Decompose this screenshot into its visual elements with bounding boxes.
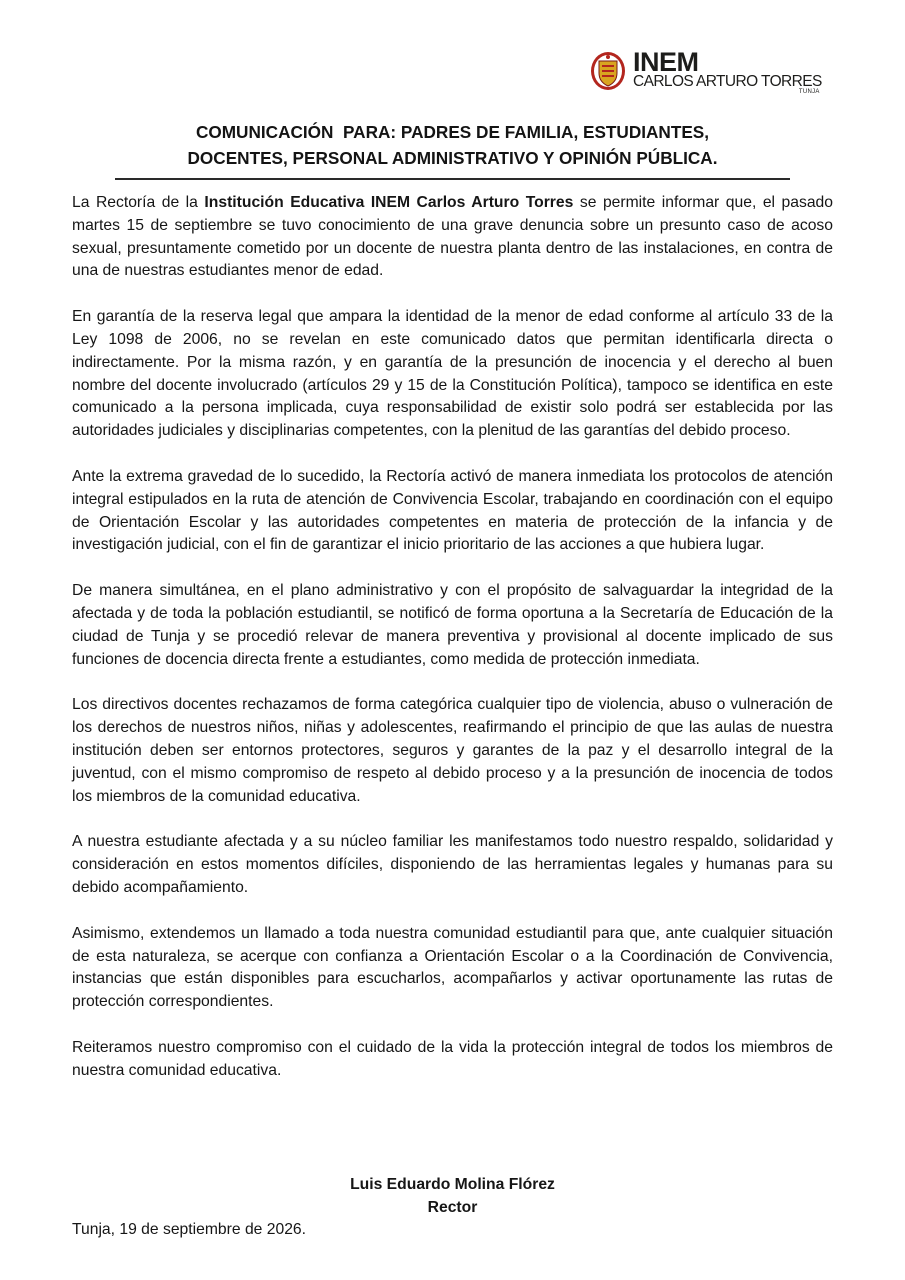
signer-role: Rector — [427, 1199, 478, 1216]
paragraph-4: De manera simultánea, en el plano administrativo y con el propósito de salvaguardar la integridad de la afectada y de toda la población estudiantil, se notificó de forma oportuna a la Secretaría de Educación de la ciudad de Tunja y se procedió relevar de manera preventiva y provisional al docente implicado de sus funciones de docencia directa frente a estudiantes, como medida de protección inmediata. — [72, 582, 838, 668]
document-title — [60, 119, 845, 171]
institution-logo — [590, 47, 840, 96]
paragraph-3: Ante la extrema gravedad de lo sucedido, la Rectoría activó de manera inmediata los protocolos de atención integral estipulados en la ruta de atención de Convivencia Escolar, trabajando en coordinación con el equipo de Orientación Escolar y las autoridades competentes en materia de protección de la infancia y de investigación judicial, con el fin de garantizar el inicio prioritario de las acciones a que hubiera lugar. — [72, 467, 838, 554]
title-line-1: COMUNICACIÓN PARA: PADRES DE FAMILIA, ESTUDIANTES, — [195, 122, 710, 142]
paragraph-6: A nuestra estudiante afectada y a su núcleo familiar les manifestamos todo nuestro respaldo, solidaridad y consideración en estos momentos difíciles, disponiendo de las herramientas legales y humanas para su debido acompañamiento. — [72, 833, 838, 896]
paragraph-5: Los directivos docentes rechazamos de forma categórica cualquier tipo de violencia, abuso o vulneración de los derechos de nuestros niños, niñas y adolescentes, reafirmando el principio de que las aulas de nuestra institución deben ser entornos protectores, seguros y garantes de la paz y el desarrollo integral de la juventud, con el mismo compromiso de respeto al debido proceso y a la presunción de inocencia de todos los miembros de la comunidad educativa. — [72, 696, 838, 805]
paragraph-8: Reiteramos nuestro compromiso con el cuidado de la vida la protección integral de todos los miembros de nuestra comunidad educativa. — [72, 1038, 838, 1079]
title-divider — [115, 178, 790, 180]
paragraph-1-intro: La Rectoría de la — [72, 194, 205, 211]
title-line-2: DOCENTES, PERSONAL ADMINISTRATIVO Y OPINIÓN PÚBLICA. — [187, 148, 718, 168]
place-and-date: Tunja, 19 de septiembre de 2026. — [72, 1221, 307, 1238]
paragraph-1 — [72, 192, 842, 283]
logo-city: TUNJA — [798, 89, 820, 95]
paragraph-2: En garantía de la reserva legal que ampara la identidad de la menor de edad conforme al artículo 33 de la Ley 1098 de 2006, no se revelan en este comunicado datos que permitan identificarla directa o indirectamente. Por la misma razón, y en garantía de la presunción de inocencia y el derecho al buen nombre del docente involucrado (artículos 29 y 15 de la Constitución Política), tampoco se identifica en este comunicado a la persona implicada, cuya responsabilidad de existir solo podrá ser establecida por las autoridades judiciales y disciplinarias competentes, con la plenitud de las garantías del debido proceso. — [72, 308, 838, 440]
paragraph-7: Asimismo, extendemos un llamado a toda nuestra comunidad estudiantil para que, ante cualquier situación de esta naturaleza, se acerque con confianza a Orientación Escolar o a la Coordinación de Convivencia, instancias que están disponibles para escucharlos, acompañarlos y activar oportunamente las rutas de protección correspondientes. — [72, 924, 838, 1011]
school-crest-icon — [590, 51, 626, 91]
signer-name: Luis Eduardo Molina Flórez — [350, 1176, 555, 1193]
institution-name-bold: Institución Educativa INEM Carlos Arturo Torres — [204, 194, 574, 211]
logo-inem-text: INEM — [633, 47, 699, 77]
paragraph-1-rest: se permite informar que, el pasado martes 15 de septiembre se tuvo conocimiento de una grave denuncia sobre un presunto caso de acoso sexual, presuntamente cometido por un docente de nuestra planta dentro de las instalaciones, en contra de una de nuestras estudiantes menor de edad. — [72, 194, 842, 280]
document-body — [72, 192, 842, 1106]
logo-institution-name: CARLOS ARTURO TORRES — [633, 73, 822, 90]
